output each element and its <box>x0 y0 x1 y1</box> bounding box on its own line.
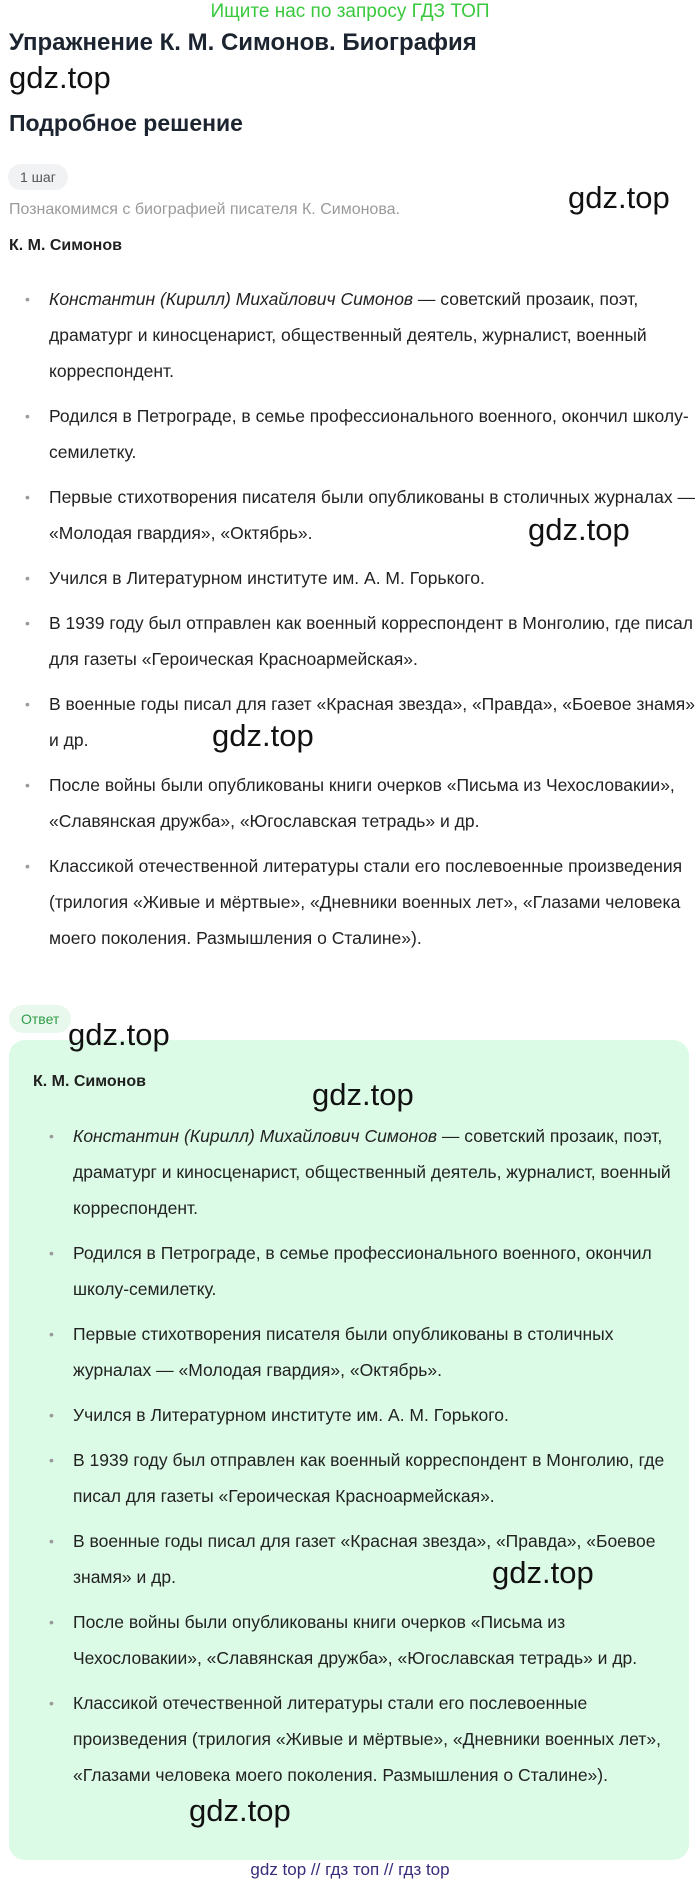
list-item: • Константин (Кирилл) Михайлович Симонов — советский прозаик, поэт, драматург и киносценарист, общественный деятель, журналист, военный корреспондент. <box>33 1118 673 1226</box>
page-title: Упражнение К. М. Симонов. Биография <box>9 29 477 56</box>
list-item: • Первые стихотворения писателя были опубликованы в столичных журналах — «Молодая гвардия», «Октябрь». <box>33 1316 673 1388</box>
watermark: gdz.top <box>68 1017 170 1052</box>
footer-links[interactable]: gdz top // гдз топ // гдз top <box>250 1860 450 1879</box>
list-item: • В военные годы писал для газет «Красная звезда», «Правда», «Боевое знамя» и др. <box>33 1523 673 1595</box>
intro-text: Познакомимся с биографией писателя К. Симонова. <box>9 201 400 218</box>
author-name-emphasis: Константин (Кирилл) Михайлович Симонов <box>49 289 414 309</box>
watermark: gdz.top <box>528 512 630 547</box>
list-item: • В военные годы писал для газет «Красная звезда», «Правда», «Боевое знамя» и др. <box>9 686 695 758</box>
answer-biography-list <box>33 1118 673 1793</box>
solution-title: Подробное решение <box>9 110 243 136</box>
list-item: • Учился в Литературном институте им. А. М. Горького. <box>9 560 695 596</box>
watermark: gdz.top <box>9 60 111 95</box>
section-heading: К. М. Симонов <box>9 237 122 254</box>
watermark: gdz.top <box>568 180 670 215</box>
list-item: • Родился в Петрограде, в семье профессионального военного, окончил школу-семилетку. <box>33 1235 673 1307</box>
list-item: • Классикой отечественной литературы стали его послевоенные произведения (трилогия «Живые и мёртвые», «Дневники военных лет», «Глазами человека моего поколения. Размышления о Сталине»). <box>33 1685 673 1793</box>
list-item: • Первые стихотворения писателя были опубликованы в столичных журналах — «Молодая гвардия», «Октябрь». <box>9 479 695 551</box>
list-item: • Константин (Кирилл) Михайлович Симонов — советский прозаик, поэт, драматург и киносценарист, общественный деятель, журналист, военный корреспондент. <box>9 281 695 389</box>
watermark: gdz.top <box>212 718 314 753</box>
list-item: • Родился в Петрограде, в семье профессионального военного, окончил школу-семилетку. <box>9 398 695 470</box>
watermark: gdz.top <box>189 1793 291 1828</box>
biography-list <box>9 281 695 956</box>
list-item: • После войны были опубликованы книги очерков «Письма из Чехословакии», «Славянская дружба», «Югославская тетрадь» и др. <box>33 1604 673 1676</box>
answer-heading: К. М. Симонов <box>33 1073 146 1090</box>
list-item: • В 1939 году был отправлен как военный корреспондент в Монголию, где писал для газеты «Героическая Красноармейская». <box>9 605 695 677</box>
list-item: • После войны были опубликованы книги очерков «Письма из Чехословакии», «Славянская дружба», «Югославская тетрадь» и др. <box>9 767 695 839</box>
list-item: • В 1939 году был отправлен как военный корреспондент в Монголию, где писал для газеты «Героическая Красноармейская». <box>33 1442 673 1514</box>
list-item: • Учился в Литературном институте им. А. М. Горького. <box>33 1397 673 1433</box>
list-item: • Классикой отечественной литературы стали его послевоенные произведения (трилогия «Живые и мёртвые», «Дневники военных лет», «Глазами человека моего поколения. Размышления о Сталине»). <box>9 848 695 956</box>
step-badge: 1 шаг <box>8 164 68 190</box>
promo-banner[interactable]: Ищите нас по запросу ГДЗ ТОП <box>210 1 490 22</box>
answer-badge: Ответ <box>9 1005 71 1033</box>
watermark: gdz.top <box>492 1555 594 1590</box>
author-name-emphasis: Константин (Кирилл) Михайлович Симонов <box>73 1126 438 1146</box>
watermark: gdz.top <box>312 1077 414 1112</box>
